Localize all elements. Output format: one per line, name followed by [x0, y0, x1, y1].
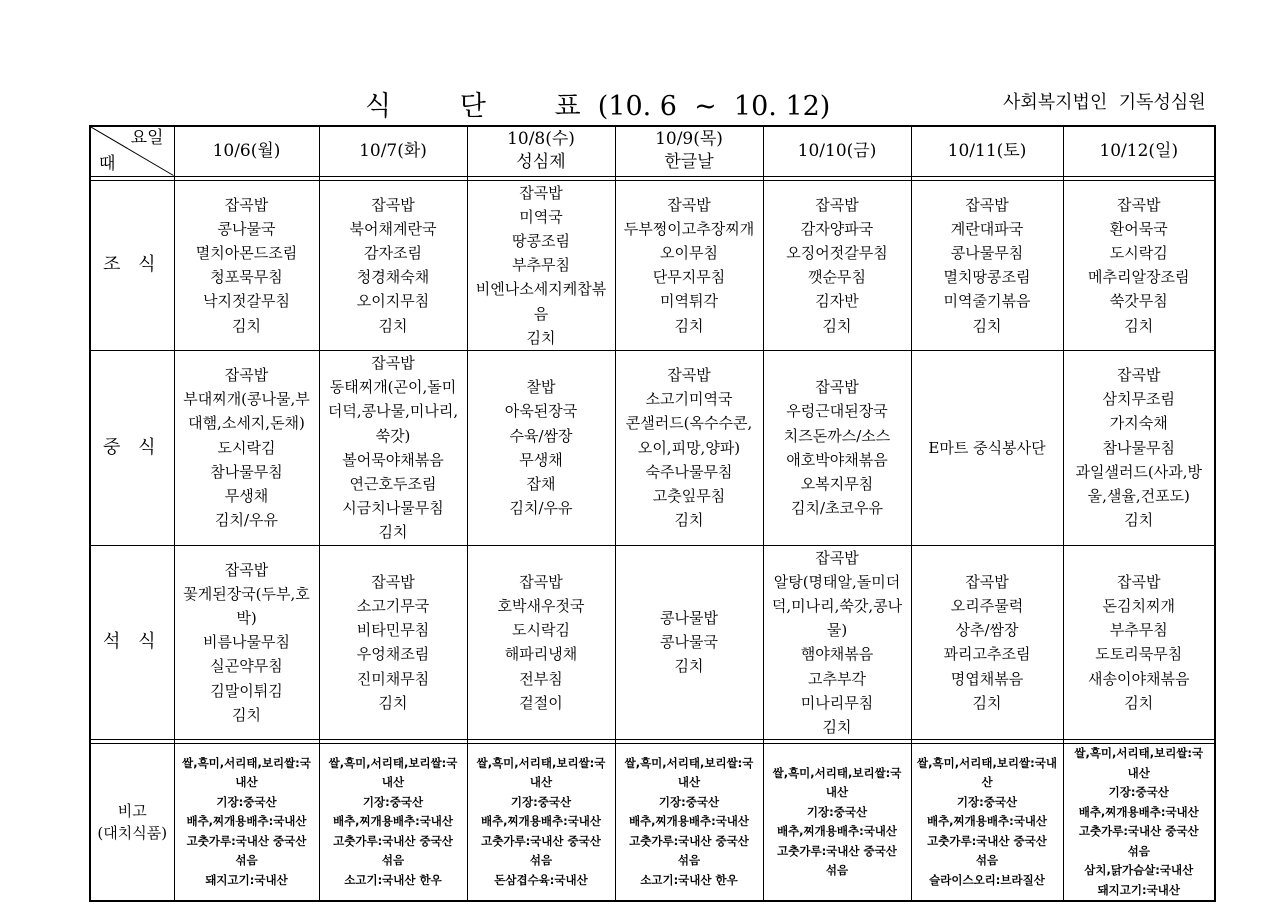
cell-line: 잡곡밥 — [667, 366, 711, 385]
cell-line: 기장:중국산 — [362, 794, 424, 809]
notes-row — [90, 744, 1215, 902]
menu-cell — [615, 350, 763, 545]
cell-line: 섞음 — [975, 853, 999, 868]
cell-line: 김치 — [1124, 693, 1154, 712]
cell-line: 상추/쌈장 — [955, 621, 1019, 640]
cell-line: 잡곡밥 — [815, 548, 859, 567]
menu-cell — [174, 180, 319, 350]
cell-line: 고춧가루:국내산 중국산 — [629, 833, 749, 848]
menu-cell — [911, 180, 1063, 350]
menu-cell — [763, 545, 911, 740]
cell-line: 무생채 — [224, 487, 269, 506]
cell-line: 잡곡밥 — [1117, 366, 1161, 385]
cell-line: 대햄,소세지,돈채) — [188, 414, 305, 433]
cell-line: 슬라이스오리:브라질산 — [929, 872, 1045, 887]
cell-line: 고춧가루:국내산 중국산 — [186, 833, 307, 848]
menu-cell — [763, 180, 911, 350]
cell-line: 김치 — [674, 657, 704, 676]
cell-line: 더덕,콩나물,미나리, — [327, 402, 459, 421]
cell-line: 멸치아몬드조림 — [195, 244, 298, 262]
cell-line: 김치 — [674, 511, 704, 530]
menu-cell — [467, 180, 615, 350]
cell-line: 김치 — [232, 705, 261, 724]
cell-line: 오리주물럭 — [950, 596, 1024, 615]
cell-line: 연근호두조림 — [349, 474, 437, 493]
cell-line: 햄야채볶음 — [800, 645, 874, 664]
cell-line: 멸치땅콩조림 — [943, 268, 1031, 287]
cell-line: 부추무침 — [512, 256, 570, 275]
cell-line: 김치/우유 — [214, 511, 278, 530]
cell-line: 찰밥 — [526, 378, 556, 397]
cell-line: 섞음 — [381, 853, 405, 868]
cell-line: 참나물무침 — [1102, 438, 1175, 457]
cell-line: 배추,찌개용배추:국내산 — [332, 814, 454, 829]
cell-line: 시금치나물무침 — [342, 499, 444, 518]
cell-line: 우렁근대된장국 — [786, 402, 888, 421]
cell-line: 김치 — [378, 523, 408, 542]
cell-line: 내산 — [381, 775, 405, 790]
meal-row-lunch — [90, 350, 1215, 545]
cell-line: 김치 — [972, 316, 1002, 335]
cell-line: 10/6(월) — [212, 140, 281, 161]
cell-line: 꽃게된장국(두부,호 — [183, 584, 310, 603]
meal-row-breakfast — [90, 180, 1215, 350]
day-header — [911, 126, 1063, 176]
cell-line: 돼지고기:국내산 — [205, 872, 288, 887]
corner-cell — [90, 126, 174, 176]
cell-line: 비타민무침 — [356, 621, 430, 640]
day-header — [174, 126, 319, 176]
cell-line: 10/9(목) — [655, 129, 723, 150]
notes-label — [90, 744, 174, 902]
cell-line: 기장:중국산 — [956, 794, 1018, 809]
menu-cell — [763, 350, 911, 545]
cell-line: 콩나물무침 — [950, 244, 1024, 262]
cell-line: 비고 — [117, 802, 147, 821]
cell-line: 고춧가루:국내산 중국산 — [1078, 824, 1199, 839]
cell-line: 김치 — [822, 316, 852, 335]
cell-line: 청경채숙채 — [356, 268, 430, 287]
cell-line: 오이,피망,양파) — [637, 438, 741, 457]
corner-label-meal: 때 — [99, 153, 116, 174]
cell-line: (대치식품) — [97, 824, 168, 843]
origin-cell — [615, 744, 763, 902]
cell-line: 김자반 — [815, 292, 859, 311]
cell-line: 호박새우젓국 — [497, 596, 585, 615]
cell-line: 깻순무침 — [808, 268, 866, 287]
cell-line: 알탕(명태알,돌미더 — [773, 572, 901, 591]
cell-line: 섞음 — [825, 863, 849, 878]
cell-line: 도시락김 — [512, 621, 570, 640]
cell-line: 삼치무조림 — [1102, 390, 1175, 409]
origin-cell — [467, 744, 615, 902]
cell-line: 쌀,흑미,서리태,보리쌀:국 — [1074, 746, 1204, 761]
cell-line: 배추,찌개용배추:국내산 — [1078, 804, 1199, 819]
cell-line: 미나리무침 — [800, 693, 874, 712]
cell-line: 내산 — [825, 785, 849, 800]
cell-line: 우엉채조림 — [356, 645, 430, 664]
cell-line: 무생채 — [519, 450, 563, 469]
cell-line: 감자양파국 — [800, 219, 874, 238]
cell-line: 환어묵국 — [1109, 219, 1168, 238]
cell-line: 10/11(토) — [947, 140, 1027, 161]
corner-label-day: 요일 — [130, 128, 164, 148]
cell-line: 섞음 — [529, 853, 553, 868]
cell-line: 잡곡밥 — [224, 195, 269, 214]
cell-line: 음 — [533, 304, 549, 323]
cell-line: 해파리냉채 — [504, 645, 578, 664]
cell-line: 고춧가루:국내산 중국산 — [333, 833, 453, 848]
organization-name: 사회복지법인 기독성심원 — [1003, 92, 1206, 113]
cell-line: 비름나물무침 — [203, 633, 290, 652]
cell-line: 김치 — [1124, 316, 1154, 335]
meal-label: 중 식 — [90, 350, 174, 545]
cell-line: E마트 중식봉사단 — [928, 438, 1046, 457]
meal-label: 조 식 — [90, 180, 174, 350]
cell-line: 소고기무국 — [356, 596, 430, 615]
day-header — [467, 126, 615, 176]
cell-line: 김치 — [674, 316, 704, 335]
meal-label: 석 식 — [90, 545, 174, 740]
page-title: 식 단 표 (10. 6 ~ 10. 12) — [365, 91, 831, 122]
cell-line: 배추,찌개용배추:국내산 — [186, 814, 307, 829]
cell-line: 비엔나소세지케찹볶 — [475, 280, 607, 299]
cell-line: 돼지고기:국내산 — [1097, 882, 1180, 897]
cell-line: 기장:중국산 — [216, 794, 277, 809]
cell-line: 잡곡밥 — [519, 572, 563, 591]
origin-cell — [1063, 744, 1215, 902]
origin-cell — [319, 744, 467, 902]
cell-line: 쌀,흑미,서리태,보리쌀:국 — [476, 755, 606, 770]
cell-line: 잡곡밥 — [224, 366, 269, 385]
cell-line: 동태찌개(곤이,돌미 — [329, 378, 457, 397]
cell-line: 오복지무침 — [800, 474, 874, 493]
cell-line: 10/12(일) — [1099, 140, 1179, 161]
cell-line: 덕,미나리,쑥갓,콩나 — [771, 596, 903, 615]
cell-line: 10/10(금) — [797, 140, 877, 161]
menu-cell — [615, 545, 763, 740]
cell-line: 도시락김 — [217, 438, 276, 457]
cell-line: 울,샐율,건포도) — [1087, 487, 1190, 506]
cell-line: 김치 — [378, 693, 408, 712]
cell-line: 김치 — [232, 316, 261, 335]
cell-line: 메추리알장조림 — [1088, 268, 1190, 287]
origin-cell — [174, 744, 319, 902]
cell-line: 성심제 — [516, 152, 566, 173]
cell-line: 수육/쌈장 — [509, 426, 573, 445]
cell-line: 미역국 — [519, 207, 563, 226]
cell-line: 새송이야채볶음 — [1088, 669, 1190, 688]
cell-line: 잡곡밥 — [1117, 195, 1161, 214]
cell-line: 섞음 — [677, 853, 701, 868]
menu-table — [89, 125, 1216, 902]
cell-line: 배추,찌개용배추:국내산 — [480, 814, 602, 829]
cell-line: 잡곡밥 — [371, 195, 415, 214]
cell-line: 미역튀각 — [660, 292, 718, 311]
cell-line: 진미채무침 — [356, 669, 430, 688]
cell-line: 쌀,흑미,서리태,보리쌀:국 — [328, 755, 458, 770]
cell-line: 꽈리고추조림 — [943, 645, 1031, 664]
cell-line: 잡곡밥 — [965, 195, 1009, 214]
cell-line: 기장:중국산 — [510, 794, 572, 809]
cell-line: 기장:중국산 — [806, 804, 868, 819]
cell-line: 아욱된장국 — [504, 402, 578, 421]
cell-line: 고춧가루:국내산 중국산 — [927, 833, 1047, 848]
menu-cell — [911, 545, 1063, 740]
cell-line: 잡곡밥 — [371, 572, 415, 591]
cell-line: 산 — [981, 775, 993, 790]
cell-line: 잡곡밥 — [667, 195, 711, 214]
cell-line: 잡곡밥 — [815, 195, 859, 214]
cell-line: 참나물무침 — [210, 462, 283, 481]
cell-line: 명엽채볶음 — [950, 669, 1024, 688]
cell-line: 내산 — [235, 775, 258, 790]
cell-line: 김치 — [1124, 511, 1154, 530]
cell-line: 김치 — [378, 316, 408, 335]
menu-cell — [615, 180, 763, 350]
cell-line: 겉절이 — [519, 693, 563, 712]
cell-line: 계란대파국 — [950, 219, 1024, 238]
cell-line: 잡곡밥 — [815, 378, 859, 397]
cell-line: 김말이튀김 — [210, 681, 283, 700]
cell-line: 쌀,흑미,서리태,보리쌀:국 — [772, 765, 902, 780]
cell-line: 도토리묵무침 — [1095, 645, 1183, 664]
cell-line: 내산 — [1127, 765, 1150, 780]
cell-line: 콩나물국 — [217, 219, 276, 238]
cell-line: 청포묵무침 — [210, 268, 283, 287]
cell-line: 단무지무침 — [652, 268, 726, 287]
cell-line: 쑥갓무침 — [1109, 292, 1168, 311]
menu-cell — [174, 350, 319, 545]
cell-line: 두부쩡이고추장찌개 — [623, 219, 755, 238]
cell-line: 고추부각 — [808, 669, 866, 688]
menu-cell — [319, 180, 467, 350]
cell-line: 섞음 — [235, 853, 258, 868]
cell-line: 고춧잎무침 — [652, 487, 726, 506]
cell-line: 볼어묵야채볶음 — [342, 450, 444, 469]
day-header — [319, 126, 467, 176]
cell-line: 오이지무침 — [356, 292, 430, 311]
cell-line: 잡채 — [526, 474, 556, 493]
menu-cell — [319, 350, 467, 545]
cell-line: 소고기:국내산 한우 — [640, 872, 738, 887]
cell-line: 치즈돈까스/소스 — [783, 426, 891, 445]
cell-line: 쑥갓) — [375, 426, 411, 445]
menu-cell — [319, 545, 467, 740]
menu-cell — [1063, 180, 1215, 350]
cell-line: 한글날 — [664, 152, 714, 173]
cell-line: 내산 — [529, 775, 553, 790]
day-header — [763, 126, 911, 176]
cell-line: 부대찌개(콩나물,부 — [183, 390, 310, 409]
cell-line: 물) — [826, 621, 848, 640]
cell-line: 콘샐러드(옥수수콘, — [625, 414, 753, 433]
cell-line: 콩나물국 — [660, 633, 718, 652]
cell-line: 잡곡밥 — [371, 353, 415, 372]
cell-line: 콩나물밥 — [660, 609, 718, 628]
day-header — [1063, 126, 1215, 176]
meal-row-dinner — [90, 545, 1215, 740]
menu-cell — [1063, 545, 1215, 740]
menu-cell — [1063, 350, 1215, 545]
origin-cell — [911, 744, 1063, 902]
cell-line: 감자조림 — [364, 244, 422, 262]
cell-line: 낙지젓갈무침 — [203, 292, 290, 311]
cell-line: 기장:중국산 — [1108, 785, 1169, 800]
cell-line: 잡곡밥 — [965, 572, 1009, 591]
cell-line: 김치 — [822, 717, 852, 736]
cell-line: 배추,찌개용배추:국내산 — [628, 814, 750, 829]
cell-line: 가지숙채 — [1109, 414, 1168, 433]
cell-line: 소고기미역국 — [645, 390, 733, 409]
header-row — [90, 126, 1215, 176]
cell-line: 잡곡밥 — [519, 183, 563, 202]
cell-line: 오징어젓갈무침 — [786, 244, 888, 262]
cell-line: 쌀,흑미,서리태,보리쌀:국 — [624, 755, 754, 770]
cell-line: 고춧가루:국내산 중국산 — [481, 833, 601, 848]
cell-line: 오이무침 — [660, 244, 718, 262]
cell-line: 애호박야채볶음 — [786, 450, 888, 469]
cell-line: 과일샐러드(사과,방 — [1075, 462, 1203, 481]
menu-cell — [467, 350, 615, 545]
day-header — [615, 126, 763, 176]
menu-cell — [911, 350, 1063, 545]
cell-line: 미역줄기볶음 — [943, 292, 1031, 311]
cell-line: 잡곡밥 — [224, 560, 269, 579]
cell-line: 10/8(수) — [507, 129, 575, 150]
cell-line: 돈김치찌개 — [1102, 596, 1175, 615]
cell-line: 북어채계란국 — [349, 219, 437, 238]
cell-line: 도시락김 — [1109, 244, 1168, 262]
cell-line: 10/7(화) — [359, 140, 427, 161]
cell-line: 삼치,닭가슴살:국내산 — [1084, 863, 1194, 878]
menu-cell — [467, 545, 615, 740]
cell-line: 섞음 — [1127, 843, 1150, 858]
cell-line: 고춧가루:국내산 중국산 — [777, 843, 897, 858]
cell-line: 배추,찌개용배추:국내산 — [926, 814, 1048, 829]
origin-cell — [763, 744, 911, 902]
cell-line: 김치 — [526, 328, 556, 347]
cell-line: 김치 — [972, 693, 1002, 712]
cell-line: 숙주나물무침 — [645, 462, 733, 481]
cell-line: 소고기:국내산 한우 — [344, 872, 442, 887]
cell-line: 땅콩조림 — [512, 231, 570, 250]
cell-line: 쌀,흑미,서리태,보리쌀:국내 — [917, 755, 1057, 770]
cell-line: 김치/우유 — [509, 499, 573, 518]
cell-line: 내산 — [677, 775, 701, 790]
cell-line: 박) — [236, 609, 257, 628]
cell-line: 쌀,흑미,서리태,보리쌀:국 — [182, 755, 311, 770]
cell-line: 돈삼겹수육:국내산 — [494, 872, 588, 887]
cell-line: 전부침 — [519, 669, 563, 688]
cell-line: 잡곡밥 — [1117, 572, 1161, 591]
cell-line: 배추,찌개용배추:국내산 — [776, 824, 898, 839]
cell-line: 실곤약무침 — [210, 657, 283, 676]
cell-line: 기장:중국산 — [658, 794, 720, 809]
cell-line: 부추무침 — [1109, 621, 1168, 640]
cell-line: 김치/초코우유 — [791, 499, 883, 518]
menu-cell — [174, 545, 319, 740]
